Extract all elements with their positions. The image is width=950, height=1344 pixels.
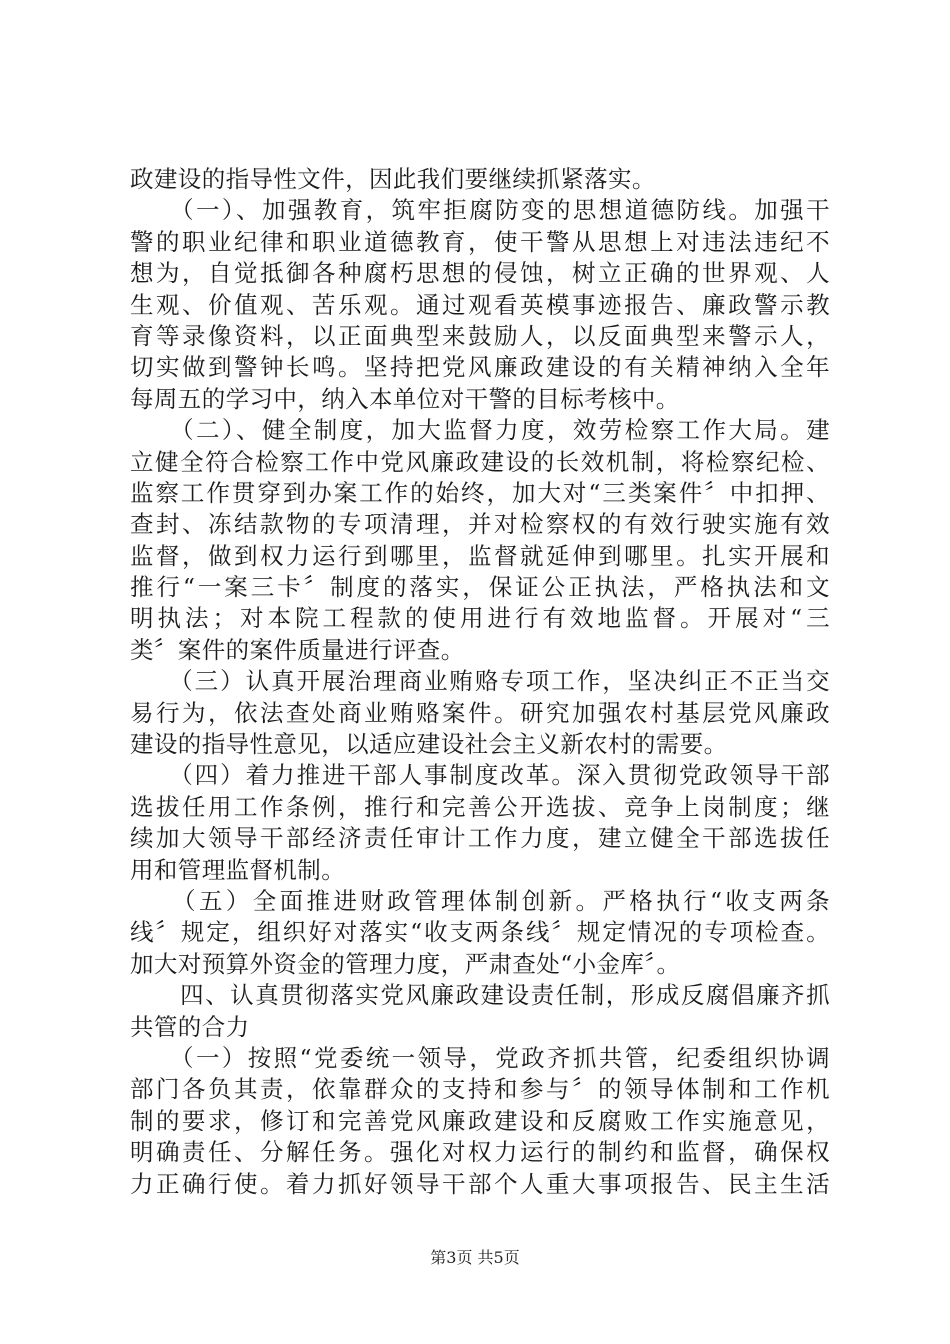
paragraph-line: 育等录像资料，以正面典型来鼓励人，以反面典型来警示人， xyxy=(130,321,830,350)
paragraph-line: 类〞案件的案件质量进行评查。 xyxy=(130,635,465,664)
paragraph-line: 明执法；对本院工程款的使用进行有效地监督。开展对“三 xyxy=(130,604,830,633)
paragraph-line: 监督，做到权力运行到哪里，监督就延伸到哪里。扎实开展和 xyxy=(130,541,830,570)
paragraph-line: 想为，自觉抵御各种腐朽思想的侵蚀，树立正确的世界观、人 xyxy=(130,259,830,288)
paragraph-line: （五）全面推进财政管理体制创新。严格执行“收支两条 xyxy=(130,886,830,915)
document-body xyxy=(130,164,830,1200)
paragraph-line: （三）认真开展治理商业贿赂专项工作，坚决纠正不正当交 xyxy=(130,667,830,696)
paragraph-line: （二）、健全制度，加大监督力度，效劳检察工作大局。建 xyxy=(130,416,830,445)
paragraph-line: 加大对预算外资金的管理力度，严肃查处“小金库〞。 xyxy=(130,949,681,978)
paragraph-line: （四）着力推进干部人事制度改革。深入贯彻党政领导干部 xyxy=(130,761,830,790)
paragraph-line: 切实做到警钟长鸣。坚持把党风廉政建设的有关精神纳入全年 xyxy=(130,353,830,382)
paragraph-line: 线〞规定，组织好对落实“收支两条线〞规定情况的专项检查。 xyxy=(130,918,830,947)
paragraph-line: 四、认真贯彻落实党风廉政建设责任制，形成反腐倡廉齐抓 xyxy=(130,981,830,1010)
page-number-label: 第3页 共5页 xyxy=(430,1248,520,1267)
paragraph-line: 共管的合力 xyxy=(130,1012,250,1041)
paragraph-line: 推行“一案三卡〞制度的落实，保证公正执法，严格执法和文 xyxy=(130,573,830,602)
paragraph-line: 生观、价值观、苦乐观。通过观看英模事迹报告、廉政警示教 xyxy=(130,290,830,319)
paragraph-line: 政建设的指导性文件，因此我们要继续抓紧落实。 xyxy=(130,165,656,193)
paragraph-line: 建设的指导性意见，以适应建设社会主义新农村的需要。 xyxy=(130,730,728,759)
paragraph-line: 明确责任、分解任务。强化对权力运行的制约和监督，确保权 xyxy=(130,1138,830,1167)
paragraph-line: （一）按照“党委统一领导，党政齐抓共管，纪委组织协调 xyxy=(130,1043,830,1072)
paragraph-line: 选拔任用工作条例，推行和完善公开选拔、竞争上岗制度；继 xyxy=(130,792,830,821)
paragraph-line: 力正确行使。着力抓好领导干部个人重大事项报告、民主生活 xyxy=(130,1169,830,1198)
paragraph-line: （一）、加强教育，筑牢拒腐防变的思想道德防线。加强干 xyxy=(130,196,830,225)
paragraph-line: 警的职业纪律和职业道德教育，使干警从思想上对违法违纪不 xyxy=(130,227,830,256)
page-footer xyxy=(0,1248,950,1268)
paragraph-line: 用和管理监督机制。 xyxy=(130,855,346,884)
paragraph-line: 易行为，依法查处商业贿赂案件。研究加强农村基层党风廉政 xyxy=(130,698,830,727)
paragraph-line: 每周五的学习中，纳入本单位对干警的目标考核中。 xyxy=(130,384,680,413)
paragraph-line: 制的要求，修订和完善党风廉政建设和反腐败工作实施意见， xyxy=(130,1106,830,1135)
paragraph-line: 立健全符合检察工作中党风廉政建设的长效机制，将检察纪检、 xyxy=(130,447,830,476)
paragraph-line: 续加大领导干部经济责任审计工作力度，建立健全干部选拔任 xyxy=(130,824,830,853)
paragraph-line: 监察工作贯穿到办案工作的始终，加大对“三类案件〞中扣押、 xyxy=(130,478,830,507)
paragraph-line: 部门各负其责，依靠群众的支持和参与〞的领导体制和工作机 xyxy=(130,1075,830,1104)
paragraph-line: 查封、冻结款物的专项清理，并对检察权的有效行驶实施有效 xyxy=(130,510,830,539)
